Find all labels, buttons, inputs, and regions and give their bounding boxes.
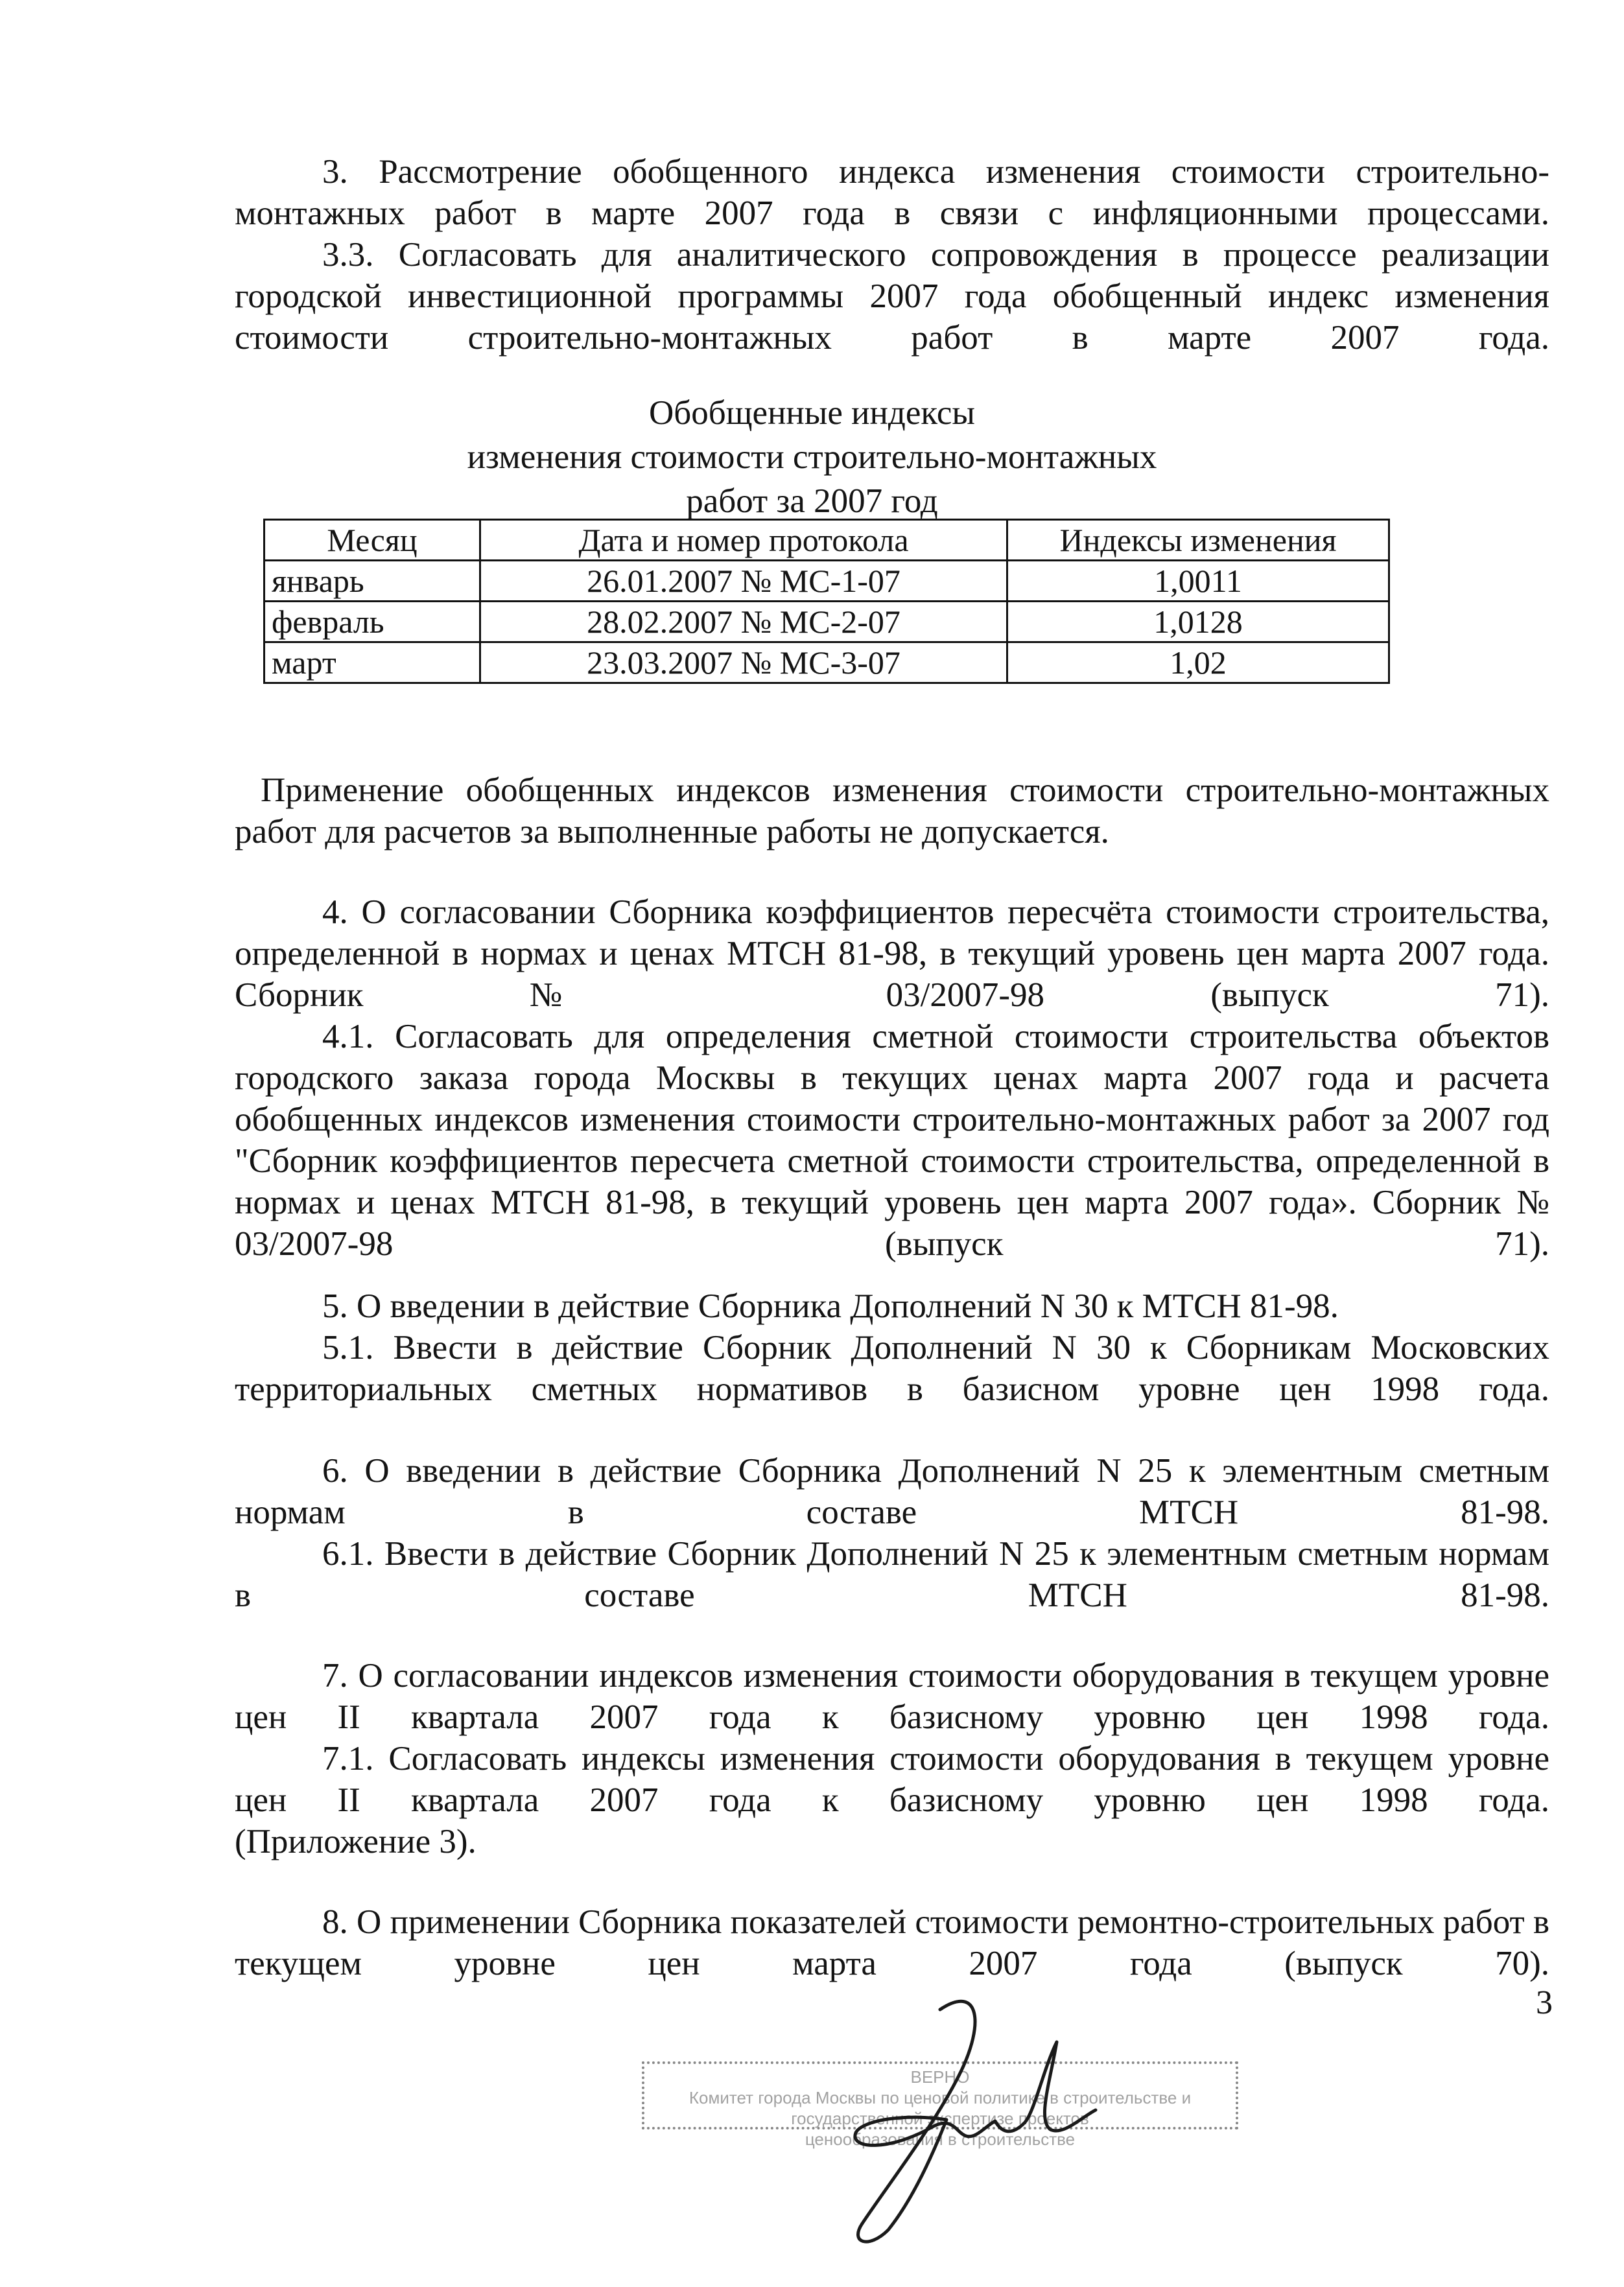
table-cell: март xyxy=(265,642,480,683)
note-paragraph: Применение обобщенных индексов изменения стоимости строительно-монтажных работ для расчетов за выполненные работы не допускается. xyxy=(235,771,1549,850)
page-number: 3 xyxy=(1536,1984,1553,2021)
table-header-row xyxy=(265,520,1389,561)
item6-heading: 6. О введении в действие Сборника Дополнений N 25 к элементным сметным нормам в составе МТСН 81-98. xyxy=(235,1452,1549,1531)
table-title-line3: работ за 2007 год xyxy=(686,482,938,520)
table-cell: 1,0128 xyxy=(1007,602,1389,642)
item7-attachment: (Приложение 3). xyxy=(235,1823,477,1860)
item5-1-paragraph: 5.1. Ввести в действие Сборник Дополнений N 30 к Сборникам Московских территориальных сметных нормативов в базисном уровне цен 1998 года. xyxy=(235,1329,1549,1408)
table-row xyxy=(265,561,1389,602)
item6-1-paragraph: 6.1. Ввести в действие Сборник Дополнений N 25 к элементным сметным нормам в составе МТСН 81-98. xyxy=(235,1535,1549,1614)
stamp-line: Комитет города Москвы по ценовой политике в строительстве и государственной экспертизе проектов xyxy=(688,2088,1192,2128)
stamp-line: ценообразования в строительстве xyxy=(805,2129,1076,2149)
signature-icon xyxy=(778,1971,1102,2256)
table-cell: 28.02.2007 № МС-2-07 xyxy=(480,602,1007,642)
table-cell: 23.03.2007 № МС-3-07 xyxy=(480,642,1007,683)
table-cell: январь xyxy=(265,561,480,602)
table-cell: 26.01.2007 № МС-1-07 xyxy=(480,561,1007,602)
item7-1-paragraph: 7.1. Согласовать индексы изменения стоимости оборудования в текущем уровне цен II квартала 2007 года к базисному уровню цен 1998 года. xyxy=(235,1740,1549,1819)
table-row xyxy=(265,642,1389,683)
table-cell: 1,02 xyxy=(1007,642,1389,683)
table-title-line1: Обобщенные индексы xyxy=(649,394,975,432)
item3-3-paragraph: 3.3. Согласовать для аналитического сопровождения в процессе реализации городской инвестиционной программы 2007 года обобщенный индекс изменения стоимости строительно-монтажных работ в марте 2007 года. xyxy=(235,236,1549,357)
table-cell: 1,0011 xyxy=(1007,561,1389,602)
item8-heading: 8. О применении Сборника показателей стоимости ремонтно-строительных работ в текущем уровне цен марта 2007 года (выпуск 70). xyxy=(235,1903,1549,1982)
table-header-cell: Индексы изменения xyxy=(1007,520,1389,561)
item4-1-paragraph: 4.1. Согласовать для определения сметной стоимости строительства объектов городского заказа города Москвы в текущих ценах марта 2007 года и расчета обобщенных индексов изменения стоимости строительно-монтажных работ за 2007 год "Сборник коэффициентов пересчета сметной стоимости строительства, определенной в нормах и ценах МТСН 81-98, в текущий уровень цен марта 2007 года». Сборник № 03/2007-98 (выпуск 71). xyxy=(235,1018,1549,1263)
stamp-line: ВЕРНО xyxy=(910,2067,970,2087)
indices-table xyxy=(263,519,1390,684)
item5-heading: 5. О введении в действие Сборника Дополнений N 30 к МТСН 81-98. xyxy=(322,1287,1339,1325)
item7-heading: 7. О согласовании индексов изменения стоимости оборудования в текущем уровне цен II квартала 2007 года к базисному уровню цен 1998 года. xyxy=(235,1657,1549,1736)
table-header-cell: Дата и номер протокола xyxy=(480,520,1007,561)
item3-heading: 3. Рассмотрение обобщенного индекса изменения стоимости строительно-монтажных работ в марте 2007 года в связи с инфляционными процессами. xyxy=(235,153,1549,232)
table-row xyxy=(265,602,1389,642)
item4-heading: 4. О согласовании Сборника коэффициентов пересчёта стоимости строительства, определенной в нормах и ценах МТСН 81-98, в текущий уровень цен марта 2007 года. Сборник № 03/2007-98 (выпуск 71). xyxy=(235,893,1549,1014)
table-cell: февраль xyxy=(265,602,480,642)
table-header-cell: Месяц xyxy=(265,520,480,561)
table-title-line2: изменения стоимости строительно-монтажных xyxy=(467,438,1157,476)
